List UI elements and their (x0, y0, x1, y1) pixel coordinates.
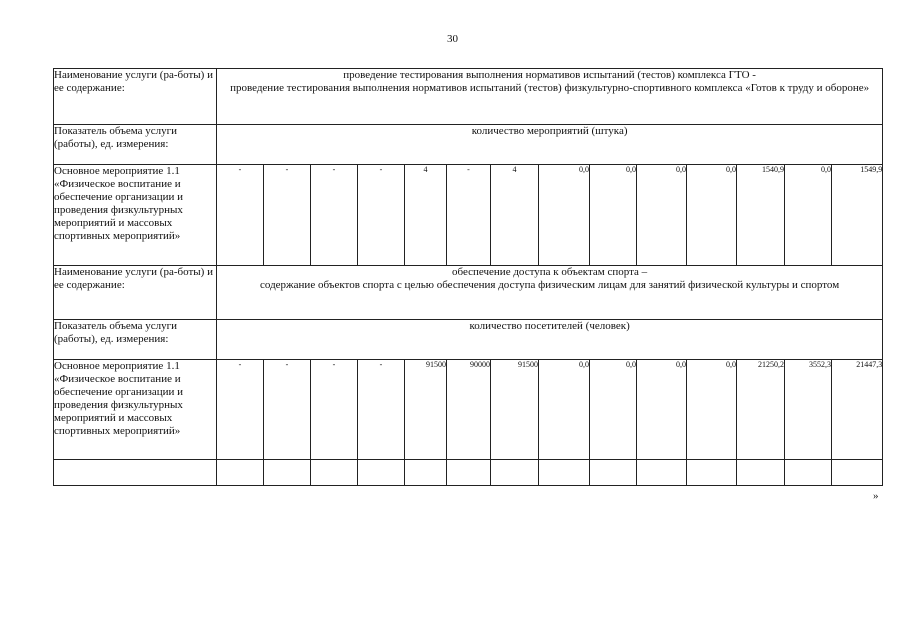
indicator-row (54, 320, 883, 360)
value-cell: 3552,3 (785, 360, 832, 460)
service-table (53, 68, 883, 486)
value-cell: 0,0 (539, 165, 590, 266)
empty-cell (687, 460, 737, 486)
value-cell: 91500 (405, 360, 447, 460)
event-row (54, 360, 883, 460)
value-cell: - (447, 165, 491, 266)
value-cell: 91500 (491, 360, 539, 460)
indicator-value: количество мероприятий (штука) (217, 125, 883, 165)
value-cell: 1540,9 (737, 165, 785, 266)
value-cell: 0,0 (590, 360, 637, 460)
empty-cell (832, 460, 883, 486)
empty-cell (785, 460, 832, 486)
empty-cell (358, 460, 405, 486)
service-label: Наименование услуги (ра-боты) и ее содержание: (54, 69, 217, 125)
value-cell: 4 (405, 165, 447, 266)
indicator-row (54, 125, 883, 165)
service-label: Наименование услуги (ра-боты) и ее содержание: (54, 266, 217, 320)
service-row (54, 266, 883, 320)
value-cell: - (358, 360, 405, 460)
service-row (54, 69, 883, 125)
empty-cell (539, 460, 590, 486)
value-cell: - (217, 360, 264, 460)
indicator-label: Показатель объема услуги (работы), ед. измерения: (54, 125, 217, 165)
value-cell: 0,0 (687, 360, 737, 460)
event-label: Основное мероприятие 1.1 «Физическое воспитание и обеспечение организации и проведения физкультурных мероприятий и массовых спортивных мероприятий» (54, 360, 217, 460)
value-cell: 0,0 (687, 165, 737, 266)
value-cell: 21250,2 (737, 360, 785, 460)
empty-cell (405, 460, 447, 486)
empty-cell (447, 460, 491, 486)
empty-cell (264, 460, 311, 486)
page-number: 30 (447, 33, 458, 45)
empty-cell (217, 460, 264, 486)
indicator-value: количество посетителей (человек) (217, 320, 883, 360)
value-cell: - (311, 360, 358, 460)
service-line: содержание объектов спорта с целью обеспечения доступа физическим лицам для занятий физической культуры и спортом (260, 279, 840, 291)
empty-row (54, 460, 883, 486)
service-description (217, 266, 883, 320)
value-cell: 1549,9 (832, 165, 883, 266)
empty-cell (54, 460, 217, 486)
value-cell: 0,0 (539, 360, 590, 460)
value-cell: - (217, 165, 264, 266)
indicator-label: Показатель объема услуги (работы), ед. измерения: (54, 320, 217, 360)
value-cell: 0,0 (637, 165, 687, 266)
empty-cell (311, 460, 358, 486)
service-line: проведение тестирования выполнения нормативов испытаний (тестов) комплекса ГТО - (343, 69, 756, 81)
empty-cell (590, 460, 637, 486)
value-cell: 21447,3 (832, 360, 883, 460)
value-cell: - (264, 165, 311, 266)
value-cell: 0,0 (590, 165, 637, 266)
value-cell: 0,0 (785, 165, 832, 266)
empty-cell (637, 460, 687, 486)
value-cell: - (358, 165, 405, 266)
value-cell: - (311, 165, 358, 266)
event-row (54, 165, 883, 266)
empty-cell (737, 460, 785, 486)
value-cell: 90000 (447, 360, 491, 460)
service-description (217, 69, 883, 125)
service-line: проведение тестирования выполнения нормативов испытаний (тестов) физкультурно-спортивного комплекса «Готов к труду и обороне» (230, 82, 870, 94)
value-cell: 0,0 (637, 360, 687, 460)
empty-cell (491, 460, 539, 486)
closing-quote: » (873, 490, 879, 502)
value-cell: 4 (491, 165, 539, 266)
event-label: Основное мероприятие 1.1 «Физическое воспитание и обеспечение организации и проведения физкультурных мероприятий и массовых спортивных мероприятий» (54, 165, 217, 266)
service-line: обеспечение доступа к объектам спорта – (452, 266, 648, 278)
value-cell: - (264, 360, 311, 460)
